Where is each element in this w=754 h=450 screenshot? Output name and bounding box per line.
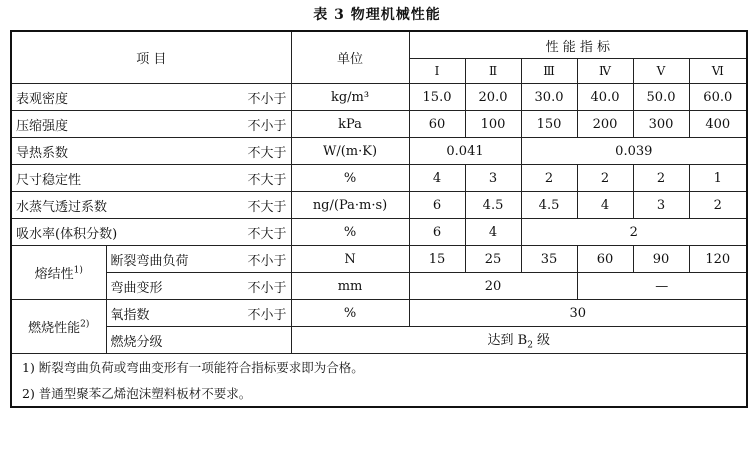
value-cell: 300 [633, 111, 689, 138]
row-dimensional-stability [11, 165, 747, 192]
row-unit: W/(m·K) [291, 138, 409, 165]
value-cell: 3 [465, 165, 521, 192]
value-cell: 6 [409, 219, 465, 246]
header-item: 项 目 [11, 31, 291, 84]
row-unit: % [291, 219, 409, 246]
value-cell: 2 [633, 165, 689, 192]
group-label: 燃烧性能 [28, 321, 81, 336]
value-cell: 2 [577, 165, 633, 192]
grade-5: Ⅴ [633, 59, 689, 84]
row-compressive-strength [11, 111, 747, 138]
value-cell: 20 [409, 273, 577, 300]
value-cell: 4 [465, 219, 521, 246]
grade-suffix: 级 [532, 333, 551, 349]
value-cell: 6 [409, 192, 465, 219]
row-unit: % [291, 165, 409, 192]
grade-1: Ⅰ [409, 59, 465, 84]
value-cell: 60.0 [689, 84, 747, 111]
row-condition: 不小于 [247, 307, 287, 323]
value-cell: — [577, 273, 747, 300]
value-cell: 50.0 [633, 84, 689, 111]
value-cell: 2 [689, 192, 747, 219]
row-thermal-conductivity [11, 138, 747, 165]
grade-2: Ⅱ [465, 59, 521, 84]
value-cell [291, 327, 747, 354]
value-cell: 35 [521, 246, 577, 273]
row-unit: % [291, 300, 409, 327]
note-row-1 [11, 354, 747, 381]
row-water-absorption [11, 219, 747, 246]
grade-3: Ⅲ [521, 59, 577, 84]
row-label: 氧指数 [110, 307, 150, 323]
header-unit: 单位 [291, 31, 409, 84]
value-cell: 400 [689, 111, 747, 138]
row-unit: kPa [291, 111, 409, 138]
grade-subscript: 2 [527, 340, 533, 351]
value-cell: 0.039 [521, 138, 747, 165]
row-fusion-bending-deformation [11, 273, 747, 300]
row-label: 弯曲变形 [110, 280, 163, 296]
value-cell: 15 [409, 246, 465, 273]
footnote-1: 1) 断裂弯曲负荷或弯曲变形有一项能符合指标要求即为合格。 [11, 354, 747, 381]
footnote-2: 2) 普通型聚苯乙烯泡沫塑料板材不要求。 [11, 380, 747, 407]
header-performance: 性 能 指 标 [409, 31, 747, 59]
value-cell: 4.5 [521, 192, 577, 219]
value-cell: 40.0 [577, 84, 633, 111]
row-combustion-grade [11, 327, 747, 354]
row-density [11, 84, 747, 111]
value-cell: 4 [409, 165, 465, 192]
value-cell: 4 [577, 192, 633, 219]
row-label: 尺寸稳定性 [16, 172, 82, 188]
group-fusion [11, 246, 106, 300]
row-unit: ng/(Pa·m·s) [291, 192, 409, 219]
row-condition: 不小于 [247, 280, 287, 296]
value-cell: 30.0 [521, 84, 577, 111]
row-label: 吸水率(体积分数) [16, 226, 118, 242]
group-combustion [11, 300, 106, 354]
value-cell: 90 [633, 246, 689, 273]
row-condition: 不大于 [247, 226, 287, 242]
header-row [11, 31, 747, 59]
footnote-mark: 2) [80, 319, 90, 330]
note-row-2 [11, 380, 747, 407]
group-label: 熔结性 [34, 267, 74, 282]
physical-mechanical-properties-table [10, 30, 748, 408]
value-cell: 2 [521, 165, 577, 192]
row-vapor-permeability [11, 192, 747, 219]
row-unit: N [291, 246, 409, 273]
row-label: 压缩强度 [16, 118, 69, 134]
row-condition: 不小于 [247, 91, 287, 107]
row-condition: 不小于 [247, 118, 287, 134]
row-label: 断裂弯曲负荷 [110, 253, 189, 269]
value-cell: 120 [689, 246, 747, 273]
row-label: 水蒸气透过系数 [16, 199, 108, 215]
grade-6: Ⅵ [689, 59, 747, 84]
value-cell: 0.041 [409, 138, 521, 165]
value-cell: 200 [577, 111, 633, 138]
value-cell: 15.0 [409, 84, 465, 111]
row-label: 导热系数 [16, 145, 69, 161]
row-condition: 不大于 [247, 199, 287, 215]
row-condition: 不大于 [247, 145, 287, 161]
row-fusion-breaking-load [11, 246, 747, 273]
row-condition: 不小于 [247, 253, 287, 269]
value-cell: 4.5 [465, 192, 521, 219]
value-cell: 2 [521, 219, 747, 246]
footnote-mark: 1) [73, 265, 83, 276]
value-cell: 30 [409, 300, 747, 327]
row-condition: 不大于 [247, 172, 287, 188]
grade-prefix: 达到 B [487, 333, 528, 349]
row-label: 表观密度 [16, 91, 69, 107]
value-cell: 150 [521, 111, 577, 138]
row-unit: mm [291, 273, 409, 300]
value-cell: 20.0 [465, 84, 521, 111]
row-label: 燃烧分级 [110, 334, 163, 350]
value-cell: 3 [633, 192, 689, 219]
row-unit: kg/m³ [291, 84, 409, 111]
value-cell: 60 [577, 246, 633, 273]
value-cell: 25 [465, 246, 521, 273]
value-cell: 100 [465, 111, 521, 138]
row-combustion-oxygen-index [11, 300, 747, 327]
value-cell: 1 [689, 165, 747, 192]
value-cell: 60 [409, 111, 465, 138]
table-caption: 表 3 物理机械性能 [313, 7, 441, 23]
grade-4: Ⅳ [577, 59, 633, 84]
